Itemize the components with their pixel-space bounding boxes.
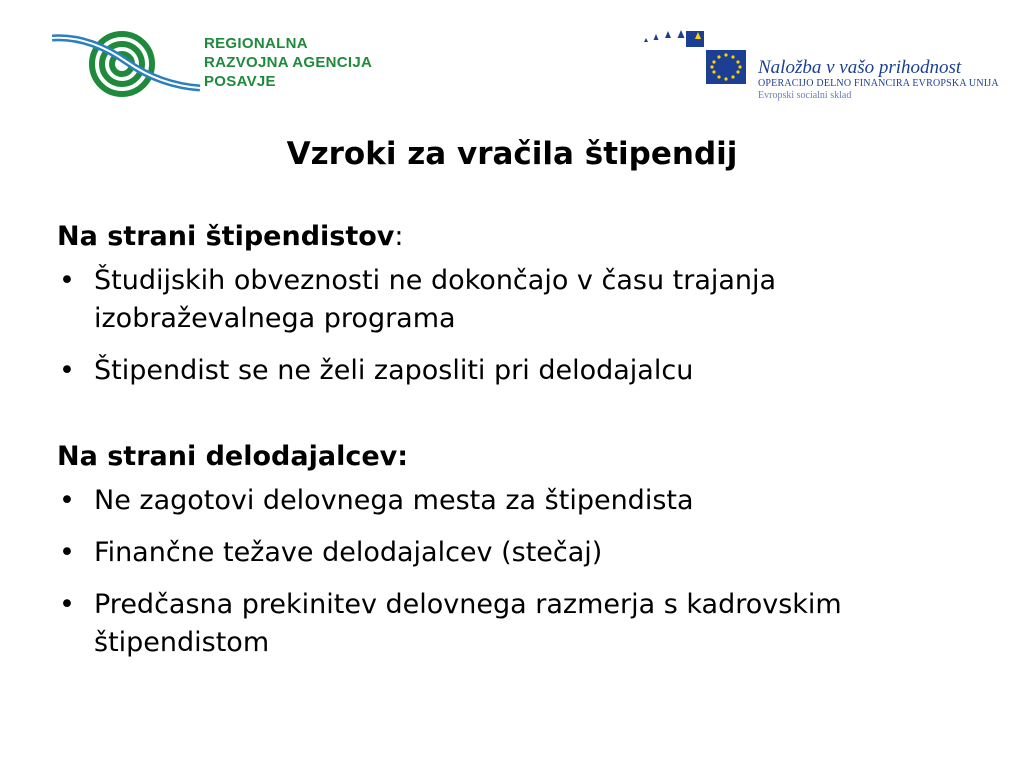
eu-subtitle: OPERACIJO DELNO FINANCIRA EVROPSKA UNIJA	[758, 78, 999, 89]
eu-fund: Evropski socialni sklad	[758, 90, 852, 101]
eu-flag-icon	[640, 28, 758, 90]
list-item-text: Predčasna prekinitev delovnega razmerja s kadrovskim štipendistom	[94, 589, 842, 658]
rra-line-3: POSAVJE	[204, 73, 276, 90]
list-item-text: Štipendist se ne želi zaposliti pri delodajalcu	[94, 355, 694, 386]
employers-list	[57, 482, 957, 662]
section-heading-text: Na strani štipendistov	[57, 221, 395, 252]
list-item	[57, 586, 957, 662]
slide-content	[57, 218, 957, 676]
rra-line-2: RAZVOJNA AGENCIJA	[204, 54, 373, 71]
slide-title: Vzroki za vračila štipendij	[286, 136, 738, 172]
list-item	[57, 352, 957, 390]
rra-posavje-logo	[52, 28, 397, 100]
rra-emblem-icon	[52, 28, 202, 100]
rra-line-1: REGIONALNA	[204, 35, 308, 52]
list-item-text: Študijskih obveznosti ne dokončajo v času trajanja izobraževalnega programa	[94, 265, 777, 334]
students-list	[57, 262, 957, 390]
list-item	[57, 534, 957, 572]
list-item	[57, 482, 957, 520]
section-heading-students	[57, 218, 957, 256]
list-item-text: Finančne težave delodajalcev (stečaj)	[94, 537, 603, 568]
bullet-icon: •	[59, 265, 75, 296]
bullet-icon: •	[59, 485, 75, 516]
eu-logo	[640, 28, 999, 108]
section-heading-employers	[57, 438, 957, 476]
eu-slogan: Naložba v vašo prihodnost	[758, 57, 962, 78]
bullet-icon: •	[59, 537, 75, 568]
section-heading-colon: :	[394, 221, 404, 252]
section-heading-text: Na strani delodajalcev:	[57, 441, 409, 472]
list-item	[57, 262, 957, 338]
bullet-icon: •	[59, 355, 75, 386]
bullet-icon: •	[59, 589, 75, 620]
list-item-text: Ne zagotovi delovnega mesta za štipendista	[94, 485, 694, 516]
